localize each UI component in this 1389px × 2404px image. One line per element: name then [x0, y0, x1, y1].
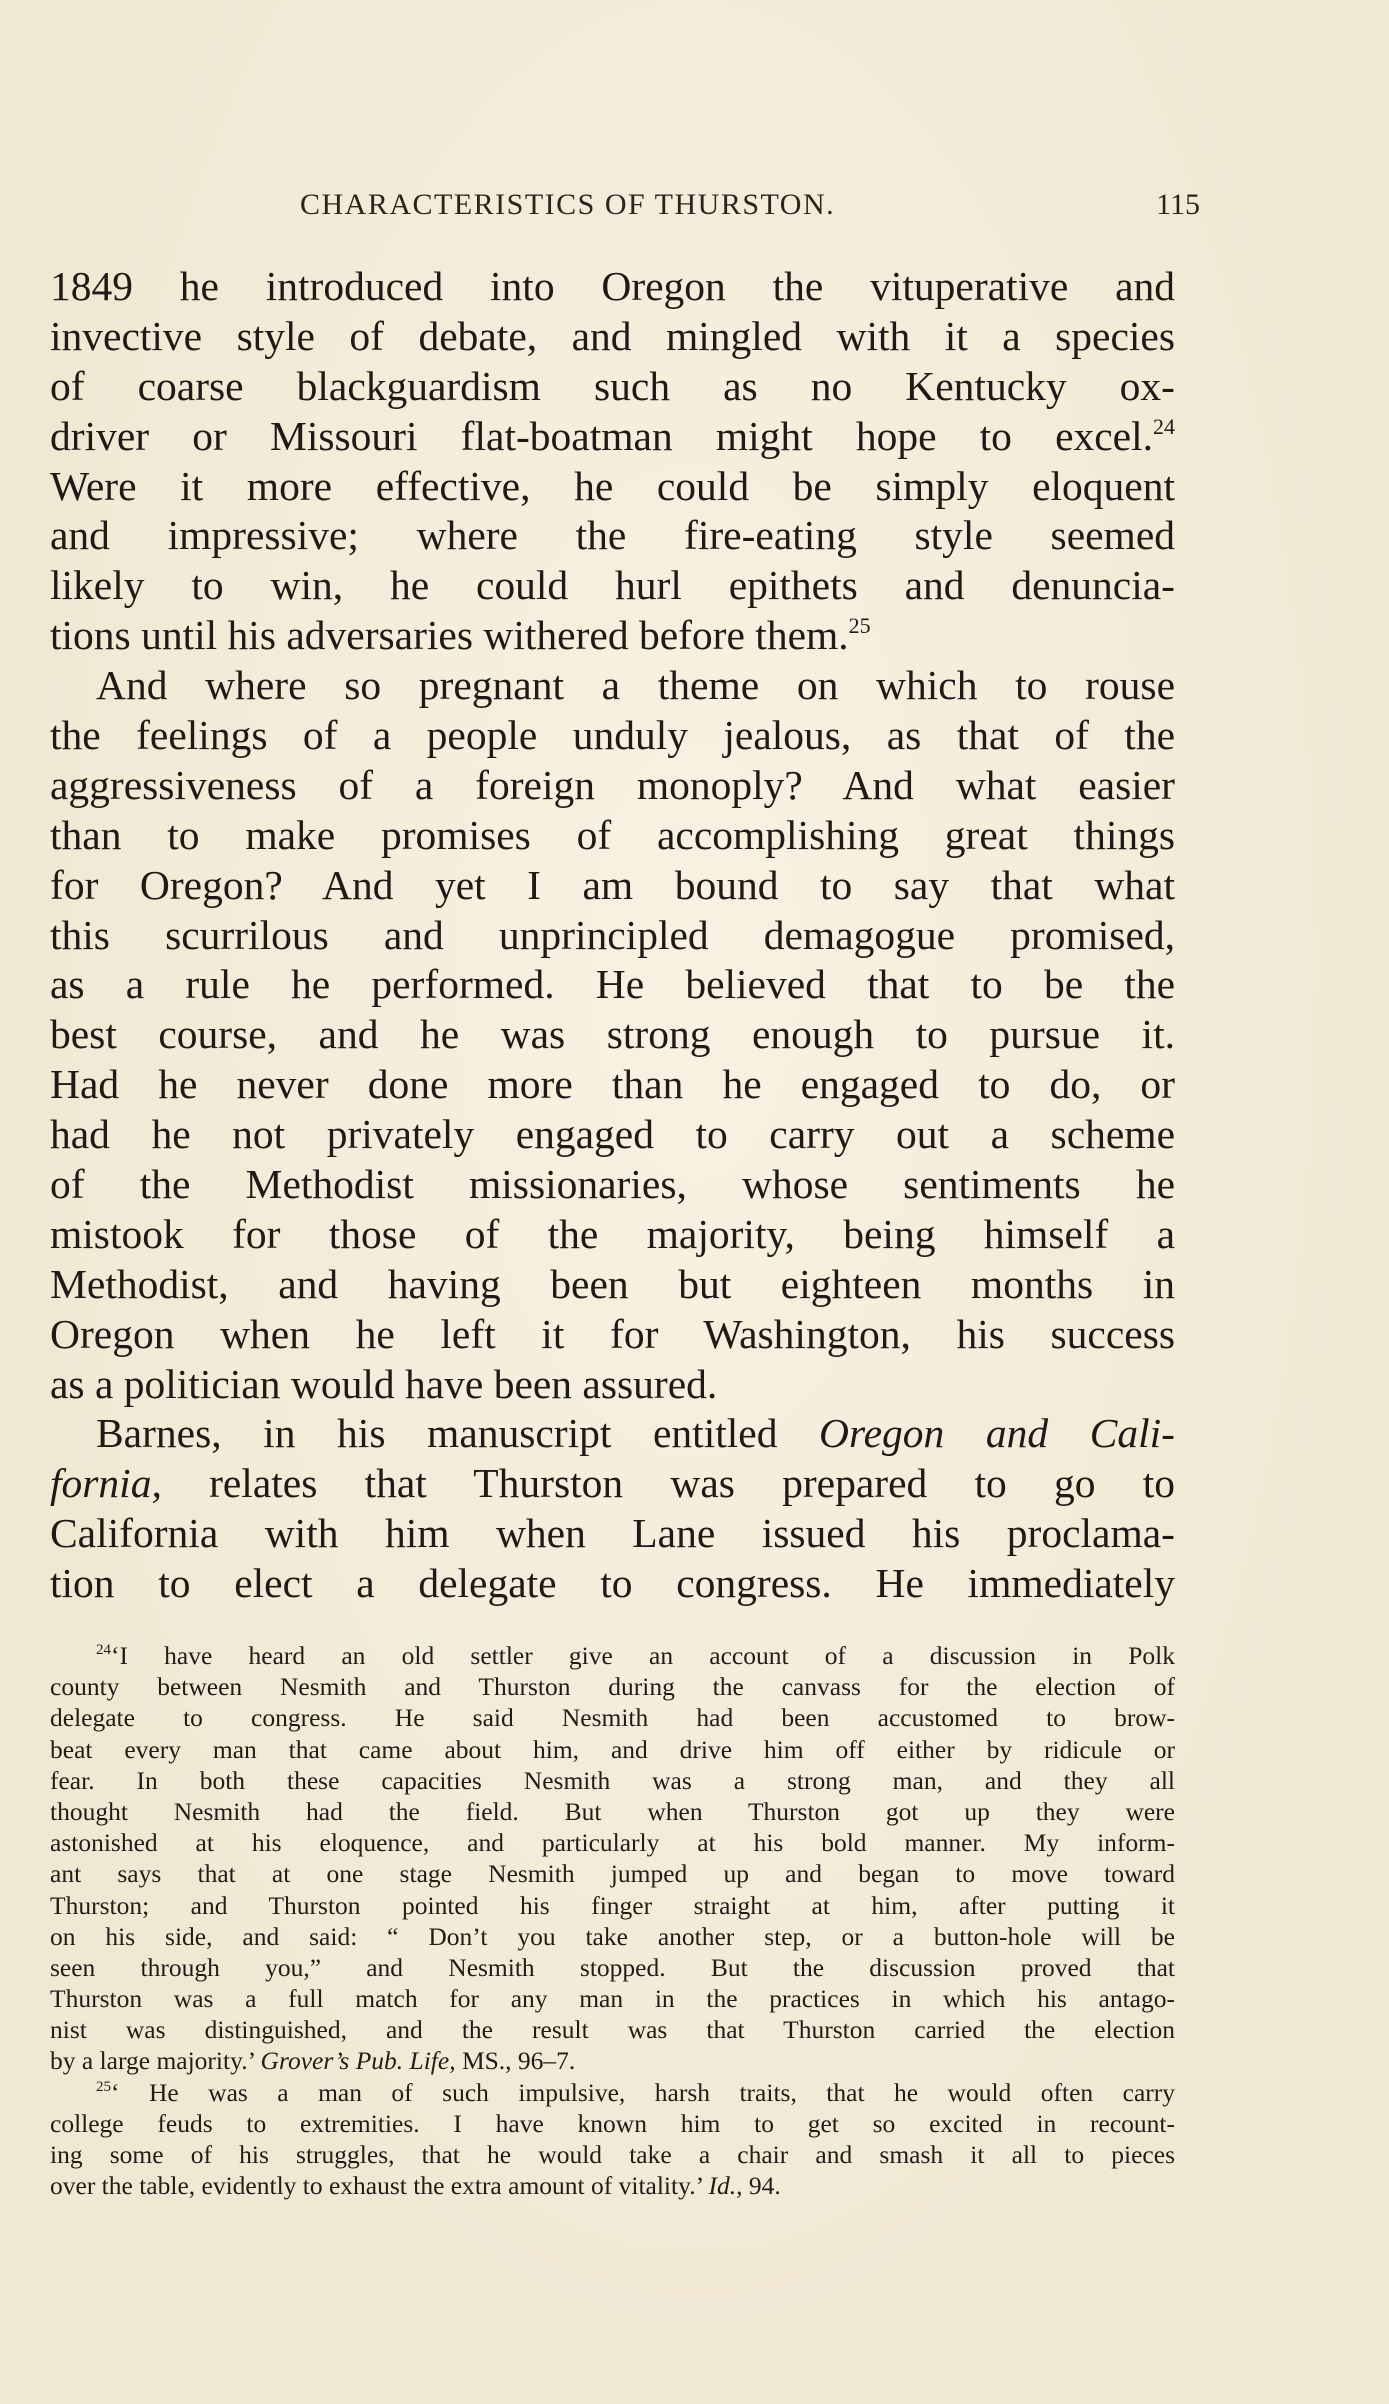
body-line — [50, 761, 1175, 811]
line-text: relates that Thurston was prepared to go to — [161, 1460, 1175, 1507]
line-text: of the Methodist missionaries, whose sentiments he — [50, 1161, 1175, 1208]
line-text: likely to win, he could hurl epithets and denuncia- — [50, 562, 1175, 609]
body-line — [50, 511, 1175, 561]
line-text: this scurrilous and unprincipled demagogue promised, — [50, 911, 1175, 958]
line-text: aggressiveness of a foreign monoply? And what easier — [50, 761, 1175, 808]
footnote-text: on his side, and said: “ Don’t you take another step, or a button-hole will be — [50, 1921, 1175, 1951]
body-line — [50, 811, 1175, 861]
line-text: 1849 he introduced into Oregon the vituperative and — [50, 263, 1175, 309]
footnote-text: ing some of his struggles, that he would take a chair and smash it all to pieces — [50, 2140, 1175, 2169]
running-title: CHARACTERISTICS OF THURSTON. — [300, 188, 836, 221]
footnote-line — [50, 1921, 1175, 1952]
body-line — [50, 1260, 1175, 1310]
footnote-number: 24 — [96, 1642, 111, 1658]
footnote-text: Thurston was a full match for any man in the practices in which his antago- — [50, 1984, 1175, 2014]
footnote-line — [50, 1702, 1175, 1733]
footnote-text: ant says that at one stage Nesmith jumped up and began to move toward — [50, 1859, 1175, 1889]
body-line — [50, 1459, 1175, 1509]
footnote-ref: 25 — [848, 613, 871, 639]
body-line — [50, 661, 1175, 711]
line-text: mistook for those of the majority, being himself a — [50, 1210, 1175, 1257]
footnote-text: over the table, evidently to exhaust the extra amount of vitality.’ — [50, 2171, 709, 2201]
italic-text: Grover’s Pub. Life, — [260, 2046, 456, 2076]
footnote-number: 25 — [96, 2078, 111, 2095]
body-line — [50, 1210, 1175, 1260]
page-number: 115 — [1156, 188, 1200, 221]
footnote-line — [50, 1983, 1175, 2014]
footnote-text: MS., 96–7. — [455, 2046, 576, 2076]
body-line — [50, 1509, 1175, 1559]
line-text: as a rule he performed. He believed that to be the — [50, 961, 1175, 1008]
footnote-line — [50, 2014, 1175, 2045]
italic-text: Oregon and Cali- — [819, 1410, 1175, 1457]
footnote-ref: 24 — [1153, 413, 1175, 439]
line-text: invective style of debate, and mingled with it a species — [50, 312, 1175, 359]
line-text: tion to elect a delegate to congress. He immediately — [50, 1560, 1175, 1607]
footnote-line — [50, 1765, 1175, 1796]
footnote-line — [50, 1640, 1175, 1671]
footnote-line — [50, 2170, 1175, 2201]
footnote-line — [50, 2108, 1175, 2139]
footnote-text: ‘I have heard an old settler give an account of a discussion in Polk — [111, 1641, 1175, 1670]
line-text: Had he never done more than he engaged to do, or — [50, 1061, 1175, 1108]
line-text: California with him when Lane issued his proclama- — [50, 1510, 1175, 1557]
body-line — [50, 362, 1175, 412]
body-line — [50, 960, 1175, 1010]
line-text: of coarse blackguardism such as no Kentucky ox- — [50, 362, 1175, 409]
body-line — [50, 561, 1175, 611]
footnote-text: thought Nesmith had the field. But when Thurston got up they were — [50, 1796, 1175, 1826]
footnote-text: county between Nesmith and Thurston during the canvass for the election of — [50, 1672, 1175, 1702]
footnote-line — [50, 1796, 1175, 1827]
line-text: and impressive; where the fire-eating style seemed — [50, 512, 1175, 559]
line-text: driver or Missouri flat-boatman might hope to excel. — [50, 412, 1153, 459]
line-text: the feelings of a people unduly jealous, as that of the — [50, 712, 1175, 759]
footnote-text: fear. In both these capacities Nesmith was a strong man, and they all — [50, 1765, 1175, 1795]
line-text: for Oregon? And yet I am bound to say that what — [50, 861, 1175, 908]
italic-text: fornia, — [50, 1460, 162, 1507]
body-line — [50, 1310, 1175, 1360]
footnotes — [50, 1640, 1175, 2201]
body-line — [50, 262, 1175, 312]
footnote-line — [50, 1890, 1175, 1921]
body-line — [50, 911, 1175, 961]
running-head — [300, 188, 1200, 228]
footnote-line — [50, 2077, 1175, 2108]
footnote-text: beat every man that came about him, and drive him off either by ridicule or — [50, 1734, 1175, 1764]
line-text: Were it more effective, he could be simply eloquent — [50, 462, 1175, 509]
line-text: tions until his adversaries withered before them. — [50, 612, 849, 659]
body-line — [50, 412, 1175, 462]
footnote-text: nist was distinguished, and the result was that Thurston carried the election — [50, 2015, 1175, 2045]
footnote-text: seen through you,” and Nesmith stopped. But the discussion proved that — [50, 1952, 1175, 1982]
footnote-line — [50, 1952, 1175, 1983]
body-line — [50, 1160, 1175, 1210]
line-text: as a politician would have been assured. — [50, 1360, 718, 1407]
body-line — [50, 1360, 1175, 1410]
line-text: Methodist, and having been but eighteen months in — [50, 1260, 1175, 1307]
footnote-text: college feuds to extremities. I have known him to get so excited in recount- — [50, 2108, 1175, 2138]
line-text: And where so pregnant a theme on which to rouse — [96, 662, 1175, 709]
footnote-text: astonished at his eloquence, and particularly at his bold manner. My inform- — [50, 1828, 1175, 1858]
body-line — [50, 861, 1175, 911]
body-text — [50, 262, 1175, 1609]
body-line — [50, 1110, 1175, 1160]
footnote-text: delegate to congress. He said Nesmith had been accustomed to brow- — [50, 1703, 1175, 1733]
body-line — [50, 1010, 1175, 1060]
footnote-line — [50, 1827, 1175, 1858]
line-text: had he not privately engaged to carry out a scheme — [50, 1111, 1175, 1158]
line-text: Oregon when he left it for Washington, his success — [50, 1310, 1175, 1357]
body-line — [50, 611, 1175, 661]
footnote-text: 94. — [742, 2171, 781, 2201]
line-text: best course, and he was strong enough to pursue it. — [50, 1011, 1175, 1058]
footnote-text: Thurston; and Thurston pointed his finger straight at him, after putting it — [50, 1890, 1175, 1920]
body-line — [50, 1060, 1175, 1110]
body-line — [50, 1559, 1175, 1609]
footnote-line — [50, 2139, 1175, 2170]
footnote-text: by a large majority.’ — [50, 2046, 261, 2076]
body-line — [50, 1409, 1175, 1459]
body-line — [50, 711, 1175, 761]
italic-text: Id., — [708, 2171, 743, 2201]
line-text: than to make promises of accomplishing great things — [50, 811, 1175, 858]
footnote-line — [50, 1858, 1175, 1889]
footnote-text: ‘ He was a man of such impulsive, harsh traits, that he would often carry — [111, 2077, 1175, 2107]
footnote-line — [50, 1671, 1175, 1702]
line-text: Barnes, in his manuscript entitled — [96, 1410, 820, 1457]
footnote-line — [50, 2045, 1175, 2076]
footnote-line — [50, 1734, 1175, 1765]
body-line — [50, 312, 1175, 362]
body-line — [50, 462, 1175, 512]
